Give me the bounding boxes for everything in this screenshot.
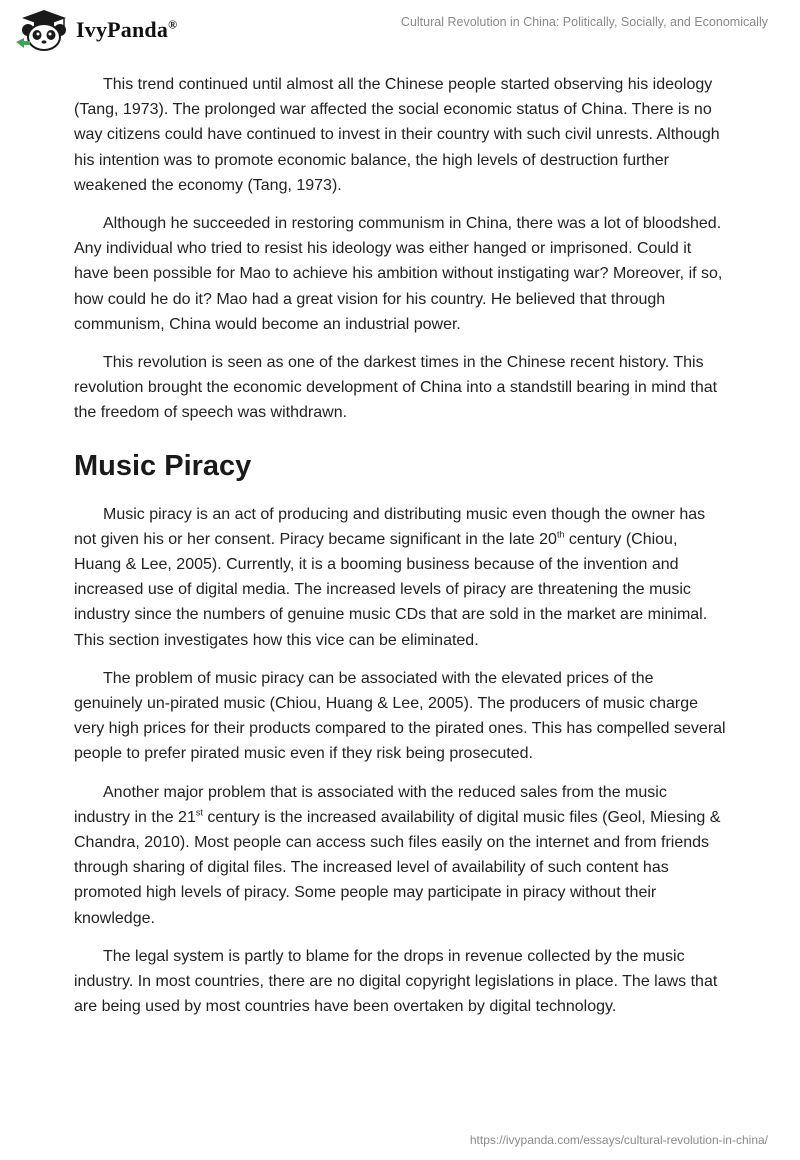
panda-logo-icon: [14, 8, 72, 52]
source-url[interactable]: https://ivypanda.com/essays/cultural-revolution-in-china/: [469, 1133, 768, 1147]
paragraph: The legal system is partly to blame for the drops in revenue collected by the music industry. In most countries, there are no digital copyright legislations in place. The laws that are being used by most countries have been overtaken by digital technology.: [74, 947, 718, 1016]
logo[interactable]: [14, 8, 177, 52]
document-title: Cultural Revolution in China: Politically, Socially, and Economically: [400, 15, 768, 29]
paragraph: Music piracy is an act of producing and distributing music even though the owner has not given his or her consent. Piracy became significant in the late 20th century (Chiou, Huang & Lee, 2005). Currently, it is a booming business because of the invention and increased use of digital media. The increased levels of piracy are threatening the music industry since the numbers of genuine music CDs that are sold in the market are minimal. This section investigates how this vice can be eliminated.: [74, 505, 708, 649]
paragraph: Although he succeeded in restoring communism in China, there was a lot of bloodshed. Any individual who tried to resist his ideology was either hanged or imprisoned. Could it have been possible for Mao to achieve his ambition without instigating war? Moreover, if so, how could he do it? Mao had a great vision for his country. He believed that through communism, China would become an industrial power.: [74, 215, 723, 333]
paragraph: The problem of music piracy can be associated with the elevated prices of the genuinely un-pirated music (Chiou, Huang & Lee, 2005). The producers of music charge very high prices for their products compared to the pirated ones. This has compelled several people to prefer pirated music even if they risk being prosecuted.: [74, 669, 726, 763]
registered-mark: ®: [168, 17, 178, 32]
article-body: [74, 72, 726, 1033]
paragraph: Another major problem that is associated with the reduced sales from the music industry in the 21st century is the increased availability of digital music files (Geol, Miesing & Chandra, 2010). Most people can access such files easily on the internet and from friends through sharing of digital files. The increased level of availability of such content has promoted high levels of piracy. Some people may participate in piracy without their knowledge.: [74, 783, 721, 927]
brand-name: IvyPanda®: [76, 17, 178, 42]
section-heading: Music Piracy: [74, 449, 252, 482]
paragraph: This trend continued until almost all the Chinese people started observing his ideology (Tang, 1973). The prolonged war affected the social economic status of China. There is no way citizens could have continued to invest in their country with such civil unrests. Although his intention was to promote economic balance, the high levels of destruction further weakened the economy (Tang, 1973).: [74, 76, 720, 194]
paragraph: This revolution is seen as one of the darkest times in the Chinese recent history. This revolution brought the economic development of China into a standstill bearing in mind that the freedom of speech was withdrawn.: [74, 354, 718, 422]
page-header: [0, 0, 800, 60]
